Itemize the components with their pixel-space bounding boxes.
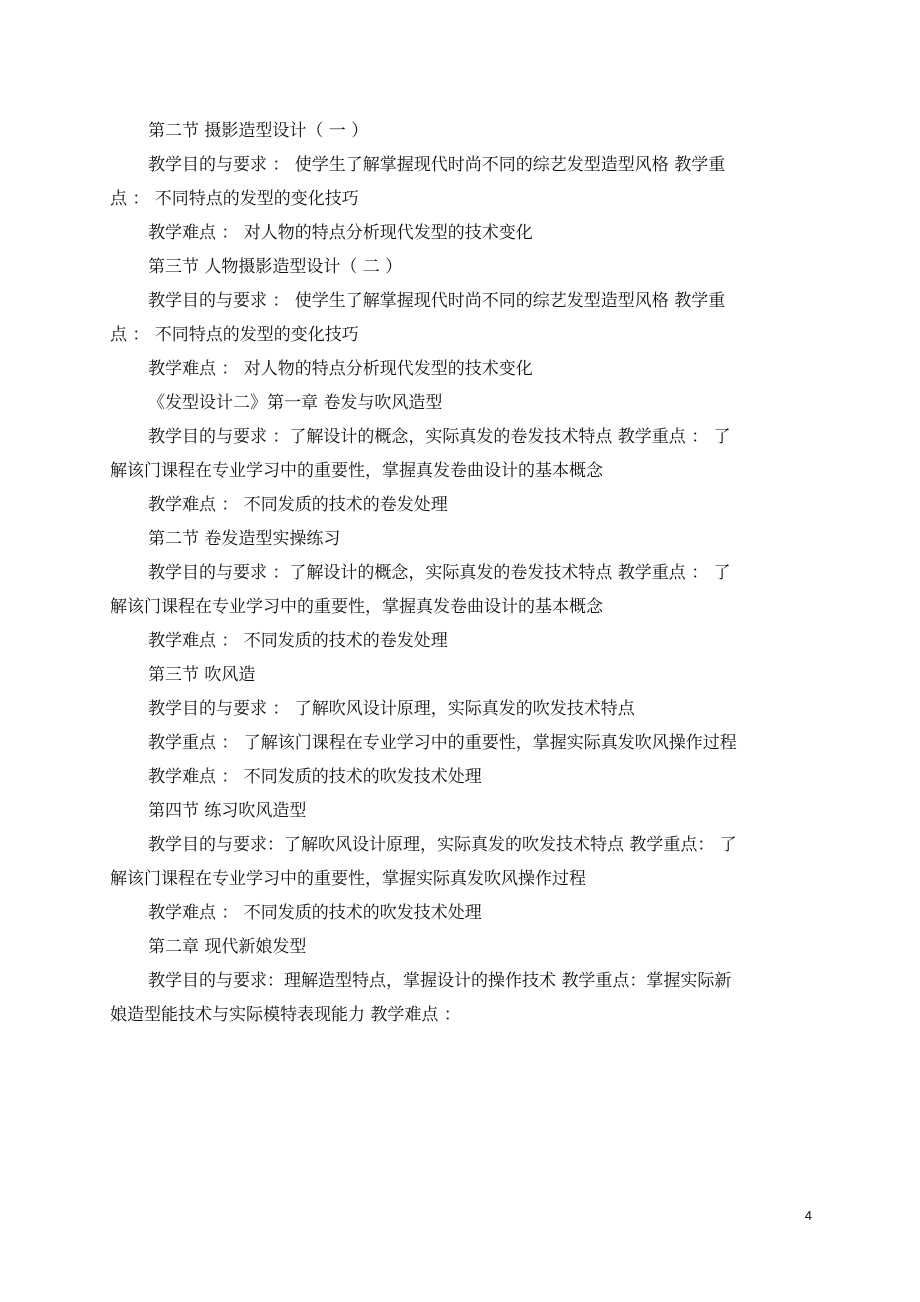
section-heading: 第三节 吹风造 [148, 665, 256, 685]
paragraph-line: 教学目的与要求 ：了解设计的概念，实际真发的卷发技术特点 教学重点 ： 了 [148, 563, 731, 583]
paragraph-line: 教学难点 ： 对人物的特点分析现代发型的技术变化 [148, 359, 533, 379]
paragraph-line: 教学重点 ： 了解该门课程在专业学习中的重要性，掌握实际真发吹风操作过程 [148, 733, 737, 753]
section-heading: 第四节 练习吹风造型 [148, 801, 307, 821]
paragraph-line: 教学目的与要求 ： 使学生了解掌握现代时尚不同的综艺发型造型风格 教学重 [148, 291, 726, 311]
page-number: 4 [804, 1208, 812, 1223]
section-heading: 第二节 摄影造型设计（ 一 ） [148, 121, 369, 141]
paragraph-line: 解该门课程在专业学习中的重要性，掌握实际真发吹风操作过程 [110, 869, 586, 889]
paragraph-line: 教学目的与要求：理解造型特点，掌握设计的操作技术 教学重点：掌握实际新 [148, 971, 732, 991]
paragraph-line: 教学目的与要求 ： 了解吹风设计原理，实际真发的吹发技术特点 [148, 699, 635, 719]
paragraph-line: 教学难点 ： 不同发质的技术的卷发处理 [148, 495, 448, 515]
paragraph-line: 解该门课程在专业学习中的重要性，掌握真发卷曲设计的基本概念 [110, 597, 603, 617]
paragraph-line: 教学难点 ： 不同发质的技术的吹发技术处理 [148, 767, 482, 787]
paragraph-line: 点 ： 不同特点的发型的变化技巧 [110, 325, 359, 345]
section-heading: 第二节 卷发造型实操练习 [148, 529, 341, 549]
document-body [110, 114, 820, 1032]
paragraph-line: 教学目的与要求 ：了解设计的概念，实际真发的卷发技术特点 教学重点 ： 了 [148, 427, 731, 447]
paragraph-line: 教学难点 ： 对人物的特点分析现代发型的技术变化 [148, 223, 533, 243]
paragraph-line: 教学目的与要求：了解吹风设计原理，实际真发的吹发技术特点 教学重点： 了 [148, 835, 737, 855]
paragraph-line: 教学目的与要求 ： 使学生了解掌握现代时尚不同的综艺发型造型风格 教学重 [148, 155, 726, 175]
paragraph-line: 教学难点 ： 不同发质的技术的吹发技术处理 [148, 903, 482, 923]
chapter-heading: 第二章 现代新娘发型 [148, 937, 307, 957]
chapter-heading: 《发型设计二》第一章 卷发与吹风造型 [148, 393, 443, 413]
paragraph-line: 教学难点 ： 不同发质的技术的卷发处理 [148, 631, 448, 651]
paragraph-line: 解该门课程在专业学习中的重要性，掌握真发卷曲设计的基本概念 [110, 461, 603, 481]
paragraph-line: 娘造型能技术与实际模特表现能力 教学难点 ： [110, 1005, 461, 1025]
paragraph-line: 点 ： 不同特点的发型的变化技巧 [110, 189, 359, 209]
section-heading: 第三节 人物摄影造型设计（ 二 ） [148, 257, 403, 277]
